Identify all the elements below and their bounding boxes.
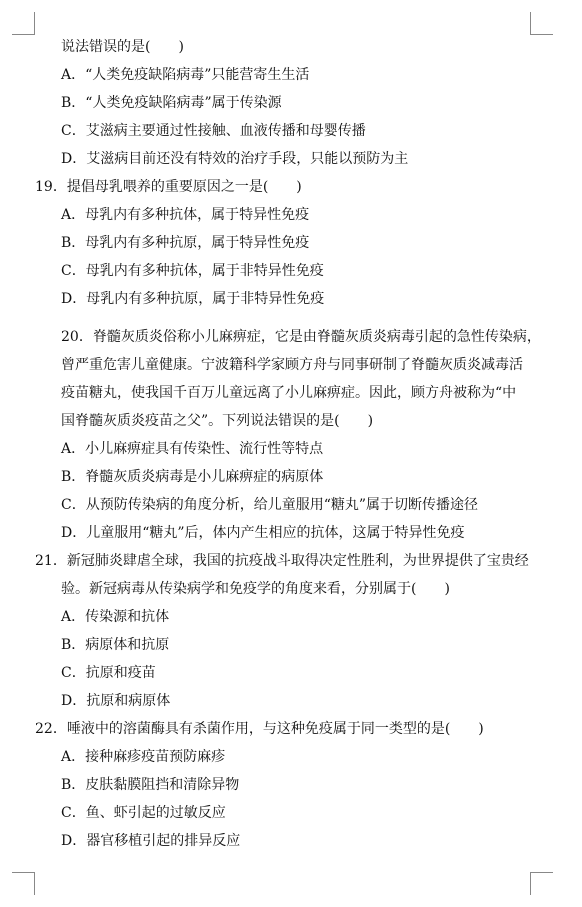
q18-option-a: A．“人类免疫缺陷病毒”只能营寄生生活: [61, 67, 310, 83]
q20-option-a: A．小儿麻痹症具有传染性、流行性等特点: [61, 441, 324, 457]
q22-option-d: D．器官移植引起的排异反应: [61, 833, 241, 849]
crop-mark-bottom-right: [530, 872, 553, 895]
crop-mark-top-right: [530, 12, 553, 35]
q22-option-c: C．鱼、虾引起的过敏反应: [61, 805, 226, 821]
crop-mark-top-left: [12, 12, 35, 35]
q20-stem-line-3: 疫苗糖丸，使我国千百万儿童远离了小儿麻痹症。因此，顾方舟被称为“中: [61, 385, 517, 401]
q20-option-c: C．从预防传染病的角度分析，给儿童服用“糖丸”属于切断传播途径: [61, 497, 479, 513]
q21-option-c: C．抗原和疫苗: [61, 665, 156, 681]
q20-stem-line-1: 20．脊髓灰质炎俗称小儿麻痹症，它是由脊髓灰质炎病毒引起的急性传染病，: [61, 329, 541, 345]
crop-mark-bottom-left: [12, 872, 35, 895]
q18-option-c: C．艾滋病主要通过性接触、血液传播和母婴传播: [61, 123, 366, 139]
q19-option-c: C．母乳内有多种抗体，属于非特异性免疫: [61, 263, 324, 279]
q20-option-b: B．脊髓灰质炎病毒是小儿麻痹症的病原体: [61, 469, 324, 485]
q21-option-b: B．病原体和抗原: [61, 637, 170, 653]
q21-stem-line-1: 21．新冠肺炎肆虐全球，我国的抗疫战斗取得决定性胜利，为世界提供了宝贵经: [35, 553, 529, 569]
q18-stem-tail: 说法错误的是( ): [61, 39, 184, 55]
q19-stem: 19．提倡母乳喂养的重要原因之一是( ): [35, 179, 302, 195]
q19-option-b: B．母乳内有多种抗原，属于特异性免疫: [61, 235, 310, 251]
q18-option-b: B．“人类免疫缺陷病毒”属于传染源: [61, 95, 282, 111]
q22-stem: 22．唾液中的溶菌酶具有杀菌作用，与这种免疫属于同一类型的是( ): [35, 721, 484, 737]
q21-option-a: A．传染源和抗体: [61, 609, 170, 625]
q21-option-d: D．抗原和病原体: [61, 693, 171, 709]
q19-option-d: D．母乳内有多种抗原，属于非特异性免疫: [61, 291, 325, 307]
q19-option-a: A．母乳内有多种抗体，属于特异性免疫: [61, 207, 310, 223]
q20-stem-line-2: 曾严重危害儿童健康。宁波籍科学家顾方舟与同事研制了脊髓灰质炎减毒活: [61, 357, 523, 373]
q20-stem-line-4: 国脊髓灰质炎疫苗之父”。下列说法错误的是( ): [61, 413, 374, 429]
q22-option-b: B．皮肤黏膜阻挡和清除异物: [61, 777, 240, 793]
q20-option-d: D．儿童服用“糖丸”后，体内产生相应的抗体，这属于特异性免疫: [61, 525, 465, 541]
q21-stem-line-2: 验。新冠病毒从传染病学和免疫学的角度来看，分别属于( ): [61, 581, 450, 597]
q18-option-d: D．艾滋病目前还没有特效的治疗手段，只能以预防为主: [61, 151, 409, 167]
q22-option-a: A．接种麻疹疫苗预防麻疹: [61, 749, 226, 765]
